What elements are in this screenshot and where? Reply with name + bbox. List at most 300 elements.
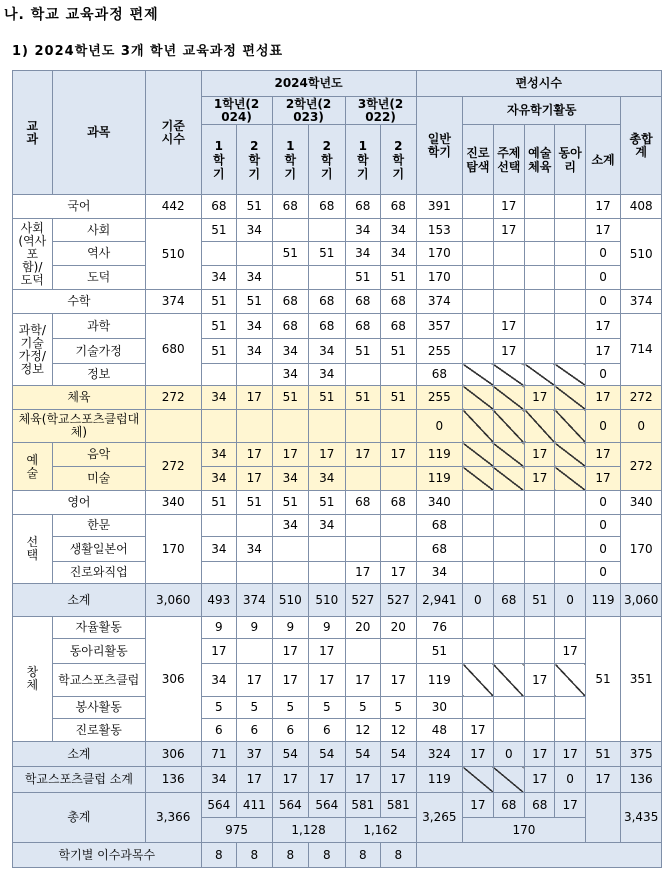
value-cell: [381, 515, 416, 537]
subject-cell: 도덕: [52, 266, 145, 290]
value-cell: 68: [381, 290, 416, 314]
value-cell: 17: [345, 562, 380, 584]
table-row: [13, 617, 662, 639]
value-cell: 68: [416, 537, 463, 562]
value-cell: 9: [309, 617, 346, 639]
diagonal-cell: [463, 443, 493, 467]
value-cell: 564: [272, 793, 309, 818]
value-cell: [525, 562, 555, 584]
table-row: [13, 195, 662, 219]
area-arts: 예술: [13, 443, 53, 491]
value-cell: [463, 339, 493, 364]
value-cell: 17: [555, 742, 585, 767]
value-cell: 17: [201, 639, 236, 664]
value-cell: 5: [309, 697, 346, 719]
value-cell: 71: [201, 742, 236, 767]
value-cell: [555, 266, 585, 290]
subject-cell: 학교스포츠클럽: [52, 664, 145, 697]
value-cell: 0: [555, 767, 585, 793]
value-cell: 68: [381, 491, 416, 515]
value-cell: [555, 195, 585, 219]
value-cell: 170: [463, 818, 586, 843]
value-cell: [493, 719, 524, 742]
value-cell: 68: [309, 314, 346, 339]
value-cell: 20: [345, 617, 380, 639]
value-cell: 6: [201, 719, 236, 742]
header-general: 일반학기: [416, 97, 463, 195]
table-row: [13, 443, 662, 467]
value-cell: [201, 562, 236, 584]
value-cell: 34: [237, 266, 272, 290]
value-cell: 527: [381, 584, 416, 617]
value-cell: 2,941: [416, 584, 463, 617]
value-cell: [525, 314, 555, 339]
value-cell: 17: [585, 767, 620, 793]
value-cell: 714: [621, 314, 662, 386]
header-plan: 편성시수: [416, 71, 661, 97]
value-cell: [525, 719, 555, 742]
value-cell: 0: [463, 584, 493, 617]
value-cell: 357: [416, 314, 463, 339]
value-cell: [555, 719, 585, 742]
header-g1-sem2: 2학기: [237, 125, 272, 195]
value-cell: 17: [272, 664, 309, 697]
value-cell: 6: [309, 719, 346, 742]
value-cell: 68: [345, 491, 380, 515]
value-cell: 34: [201, 537, 236, 562]
value-cell: [525, 266, 555, 290]
value-cell: [345, 364, 380, 386]
value-cell: 17: [345, 443, 380, 467]
value-cell: 20: [381, 617, 416, 639]
value-cell: [493, 639, 524, 664]
value-cell: [463, 219, 493, 242]
value-cell: 68: [272, 290, 309, 314]
value-cell: 68: [493, 584, 524, 617]
base-cell: 272: [145, 443, 201, 491]
subject-cell: 진로활동: [52, 719, 145, 742]
subject-cell: 미술: [52, 467, 145, 491]
table-row: [13, 515, 662, 537]
value-cell: [201, 410, 236, 443]
value-cell: 6: [237, 719, 272, 742]
value-cell: 374: [237, 584, 272, 617]
value-cell: 340: [621, 491, 662, 515]
value-cell: 17: [585, 339, 620, 364]
value-cell: 9: [201, 617, 236, 639]
value-cell: [381, 639, 416, 664]
table-row: [13, 697, 662, 719]
subject-cell: 한문: [52, 515, 145, 537]
value-cell: 51: [381, 266, 416, 290]
value-cell: [525, 639, 555, 664]
value-cell: [345, 410, 380, 443]
subtotal-row: [13, 742, 662, 767]
base-cell: 170: [145, 515, 201, 584]
value-cell: [381, 364, 416, 386]
value-cell: [463, 515, 493, 537]
subject-cell: 소계: [13, 742, 146, 767]
table-row: [13, 410, 662, 443]
value-cell: 510: [621, 219, 662, 290]
header-subtotal: 소계: [585, 125, 620, 195]
value-cell: 68: [416, 515, 463, 537]
value-cell: 68: [201, 195, 236, 219]
value-cell: [345, 515, 380, 537]
value-cell: 0: [493, 742, 524, 767]
table-row: [13, 364, 662, 386]
table-row: [13, 491, 662, 515]
value-cell: [555, 697, 585, 719]
diagonal-cell: [463, 664, 493, 697]
header-row-1: [13, 71, 662, 97]
diagonal-cell: [555, 664, 585, 697]
value-cell: 51: [345, 386, 380, 410]
base-cell: 340: [145, 491, 201, 515]
value-cell: [381, 467, 416, 491]
value-cell: 51: [309, 242, 346, 266]
value-cell: [345, 467, 380, 491]
value-cell: 1,128: [272, 818, 345, 843]
value-cell: 255: [416, 386, 463, 410]
value-cell: [201, 242, 236, 266]
value-cell: 17: [525, 664, 555, 697]
value-cell: [237, 410, 272, 443]
value-cell: [272, 410, 309, 443]
value-cell: [309, 219, 346, 242]
value-cell: [463, 266, 493, 290]
value-cell: 17: [309, 664, 346, 697]
subject-cell: 체육(학교스포츠클럽대체): [13, 410, 146, 443]
value-cell: 51: [381, 386, 416, 410]
value-cell: [463, 537, 493, 562]
value-cell: 0: [585, 242, 620, 266]
table-row: [13, 386, 662, 410]
header-grade1: 1학년(2024): [201, 97, 272, 125]
subject-cell: 정보: [52, 364, 145, 386]
diagonal-cell: [555, 467, 585, 491]
diagonal-cell: [493, 410, 524, 443]
value-cell: 581: [345, 793, 380, 818]
value-cell: [493, 491, 524, 515]
value-cell: 17: [525, 767, 555, 793]
header-grade2: 2학년(2023): [272, 97, 345, 125]
value-cell: 17: [345, 664, 380, 697]
value-cell: [525, 537, 555, 562]
value-cell: 6: [272, 719, 309, 742]
value-cell: [555, 537, 585, 562]
value-cell: 68: [416, 364, 463, 386]
subject-cell: 음악: [52, 443, 145, 467]
value-cell: 375: [621, 742, 662, 767]
value-cell: [493, 617, 524, 639]
diagonal-cell: [463, 467, 493, 491]
value-cell: 340: [416, 491, 463, 515]
header-base: 기준시수: [145, 71, 201, 195]
value-cell: [201, 364, 236, 386]
value-cell: [416, 843, 661, 868]
value-cell: [555, 617, 585, 639]
value-cell: 51: [309, 491, 346, 515]
value-cell: [309, 537, 346, 562]
value-cell: 68: [309, 290, 346, 314]
header-g2-sem1: 1학기: [272, 125, 309, 195]
value-cell: [463, 290, 493, 314]
subject-cell: 수학: [13, 290, 146, 314]
value-cell: 3,060: [621, 584, 662, 617]
value-cell: [463, 639, 493, 664]
table-row: [13, 639, 662, 664]
value-cell: 0: [585, 537, 620, 562]
value-cell: 51: [345, 266, 380, 290]
diagonal-cell: [525, 410, 555, 443]
value-cell: 17: [555, 793, 585, 818]
value-cell: [493, 242, 524, 266]
value-cell: 34: [201, 467, 236, 491]
value-cell: 0: [585, 410, 620, 443]
value-cell: [463, 314, 493, 339]
value-cell: 34: [237, 314, 272, 339]
value-cell: [525, 219, 555, 242]
value-cell: 170: [416, 242, 463, 266]
value-cell: 34: [201, 386, 236, 410]
diagonal-cell: [493, 467, 524, 491]
value-cell: 8: [309, 843, 346, 868]
count-row: [13, 843, 662, 868]
value-cell: 34: [309, 515, 346, 537]
value-cell: 51: [525, 584, 555, 617]
value-cell: [309, 266, 346, 290]
value-cell: [463, 562, 493, 584]
table-row: [13, 537, 662, 562]
value-cell: 34: [309, 364, 346, 386]
value-cell: [463, 195, 493, 219]
base-cell: 442: [145, 195, 201, 219]
value-cell: 527: [345, 584, 380, 617]
table-title: 1) 2024학년도 3개 학년 교육과정 편성표: [12, 44, 284, 59]
value-cell: 8: [201, 843, 236, 868]
value-cell: [201, 515, 236, 537]
value-cell: 17: [309, 639, 346, 664]
value-cell: 51: [345, 339, 380, 364]
value-cell: [525, 697, 555, 719]
diagonal-cell: [555, 443, 585, 467]
header-total: 총합계: [621, 97, 662, 195]
value-cell: 51: [272, 242, 309, 266]
value-cell: [272, 266, 309, 290]
value-cell: 0: [585, 562, 620, 584]
value-cell: 17: [585, 386, 620, 410]
subject-cell: 사회: [52, 219, 145, 242]
value-cell: 119: [585, 584, 620, 617]
value-cell: [381, 537, 416, 562]
value-cell: 581: [381, 793, 416, 818]
value-cell: [345, 537, 380, 562]
value-cell: 34: [381, 219, 416, 242]
value-cell: 34: [237, 219, 272, 242]
value-cell: 324: [416, 742, 463, 767]
value-cell: [555, 290, 585, 314]
value-cell: 34: [345, 219, 380, 242]
value-cell: 34: [309, 467, 346, 491]
value-cell: 34: [237, 537, 272, 562]
value-cell: [525, 491, 555, 515]
value-cell: 17: [381, 664, 416, 697]
value-cell: [525, 290, 555, 314]
value-cell: 17: [463, 719, 493, 742]
value-cell: [463, 617, 493, 639]
value-cell: [555, 242, 585, 266]
subtotal-row: [13, 584, 662, 617]
value-cell: [309, 410, 346, 443]
value-cell: 1,162: [345, 818, 416, 843]
header-topic: 주제선택: [493, 125, 524, 195]
header-grade3: 3학년(2022): [345, 97, 416, 125]
value-cell: 34: [272, 467, 309, 491]
value-cell: 255: [416, 339, 463, 364]
section-heading: 나. 학교 교육과정 편제: [4, 7, 159, 23]
value-cell: [237, 242, 272, 266]
value-cell: [555, 562, 585, 584]
area-elective: 선택: [13, 515, 53, 584]
subject-cell: 기술가정: [52, 339, 145, 364]
table-row: [13, 314, 662, 339]
value-cell: 17: [345, 767, 380, 793]
diagonal-cell: [493, 364, 524, 386]
value-cell: 136: [621, 767, 662, 793]
value-cell: 351: [621, 617, 662, 742]
value-cell: 17: [237, 443, 272, 467]
value-cell: 5: [272, 697, 309, 719]
value-cell: 272: [621, 386, 662, 410]
subject-cell: 총계: [13, 793, 146, 843]
value-cell: [493, 537, 524, 562]
value-cell: 119: [416, 443, 463, 467]
subject-cell: 학교스포츠클럽 소계: [13, 767, 146, 793]
value-cell: 17: [381, 443, 416, 467]
value-cell: 564: [201, 793, 236, 818]
value-cell: 51: [201, 290, 236, 314]
value-cell: 17: [309, 443, 346, 467]
value-cell: 8: [345, 843, 380, 868]
table-row: [13, 719, 662, 742]
value-cell: [272, 537, 309, 562]
value-cell: [493, 515, 524, 537]
value-cell: 34: [272, 364, 309, 386]
value-cell: [381, 410, 416, 443]
subject-cell: 역사: [52, 242, 145, 266]
value-cell: 170: [416, 266, 463, 290]
value-cell: 12: [381, 719, 416, 742]
value-cell: 17: [381, 562, 416, 584]
value-cell: 17: [585, 219, 620, 242]
value-cell: 408: [621, 195, 662, 219]
value-cell: 119: [416, 467, 463, 491]
value-cell: 0: [585, 364, 620, 386]
value-cell: 68: [309, 195, 346, 219]
value-cell: 76: [416, 617, 463, 639]
value-cell: [237, 364, 272, 386]
value-cell: 51: [309, 386, 346, 410]
diagonal-cell: [463, 364, 493, 386]
value-cell: 17: [493, 339, 524, 364]
value-cell: 3,265: [416, 793, 463, 843]
header-g1-sem1: 1학기: [201, 125, 236, 195]
value-cell: 68: [381, 195, 416, 219]
value-cell: 51: [416, 639, 463, 664]
value-cell: 17: [272, 639, 309, 664]
value-cell: 51: [201, 314, 236, 339]
value-cell: 17: [585, 195, 620, 219]
value-cell: [237, 639, 272, 664]
value-cell: 493: [201, 584, 236, 617]
value-cell: 8: [237, 843, 272, 868]
header-g3-sem2: 2학기: [381, 125, 416, 195]
value-cell: [463, 697, 493, 719]
header-subject: 과목: [52, 71, 145, 195]
value-cell: 5: [345, 697, 380, 719]
value-cell: 34: [201, 664, 236, 697]
value-cell: 51: [585, 617, 620, 742]
diagonal-cell: [525, 364, 555, 386]
value-cell: 30: [416, 697, 463, 719]
table-row: [13, 562, 662, 584]
value-cell: 0: [585, 515, 620, 537]
value-cell: [525, 515, 555, 537]
diagonal-cell: [463, 386, 493, 410]
value-cell: 17: [237, 664, 272, 697]
subtotal-row: [13, 767, 662, 793]
value-cell: [237, 515, 272, 537]
base-cell: 510: [145, 219, 201, 290]
value-cell: 119: [416, 767, 463, 793]
value-cell: 17: [525, 386, 555, 410]
value-cell: 17: [463, 793, 493, 818]
value-cell: [525, 195, 555, 219]
value-cell: 37: [237, 742, 272, 767]
value-cell: 54: [309, 742, 346, 767]
subject-cell: 영어: [13, 491, 146, 515]
table-row: [13, 339, 662, 364]
value-cell: 0: [585, 290, 620, 314]
table-row: [13, 219, 662, 242]
grand-total-row: [13, 793, 662, 818]
value-cell: 68: [525, 793, 555, 818]
value-cell: [585, 793, 620, 843]
value-cell: 17: [493, 195, 524, 219]
value-cell: 68: [493, 793, 524, 818]
value-cell: [555, 515, 585, 537]
area-science: 과학/기술가정/정보: [13, 314, 53, 386]
value-cell: 510: [309, 584, 346, 617]
value-cell: 9: [272, 617, 309, 639]
value-cell: 68: [381, 314, 416, 339]
value-cell: 17: [463, 742, 493, 767]
value-cell: 17: [237, 386, 272, 410]
base-cell: 3,060: [145, 584, 201, 617]
value-cell: [345, 639, 380, 664]
value-cell: [463, 242, 493, 266]
subject-cell: 봉사활동: [52, 697, 145, 719]
value-cell: [555, 314, 585, 339]
value-cell: 153: [416, 219, 463, 242]
value-cell: 17: [585, 443, 620, 467]
value-cell: 12: [345, 719, 380, 742]
table-row: [13, 664, 662, 697]
value-cell: [493, 562, 524, 584]
subject-cell: 생활일본어: [52, 537, 145, 562]
subject-cell: 과학: [52, 314, 145, 339]
